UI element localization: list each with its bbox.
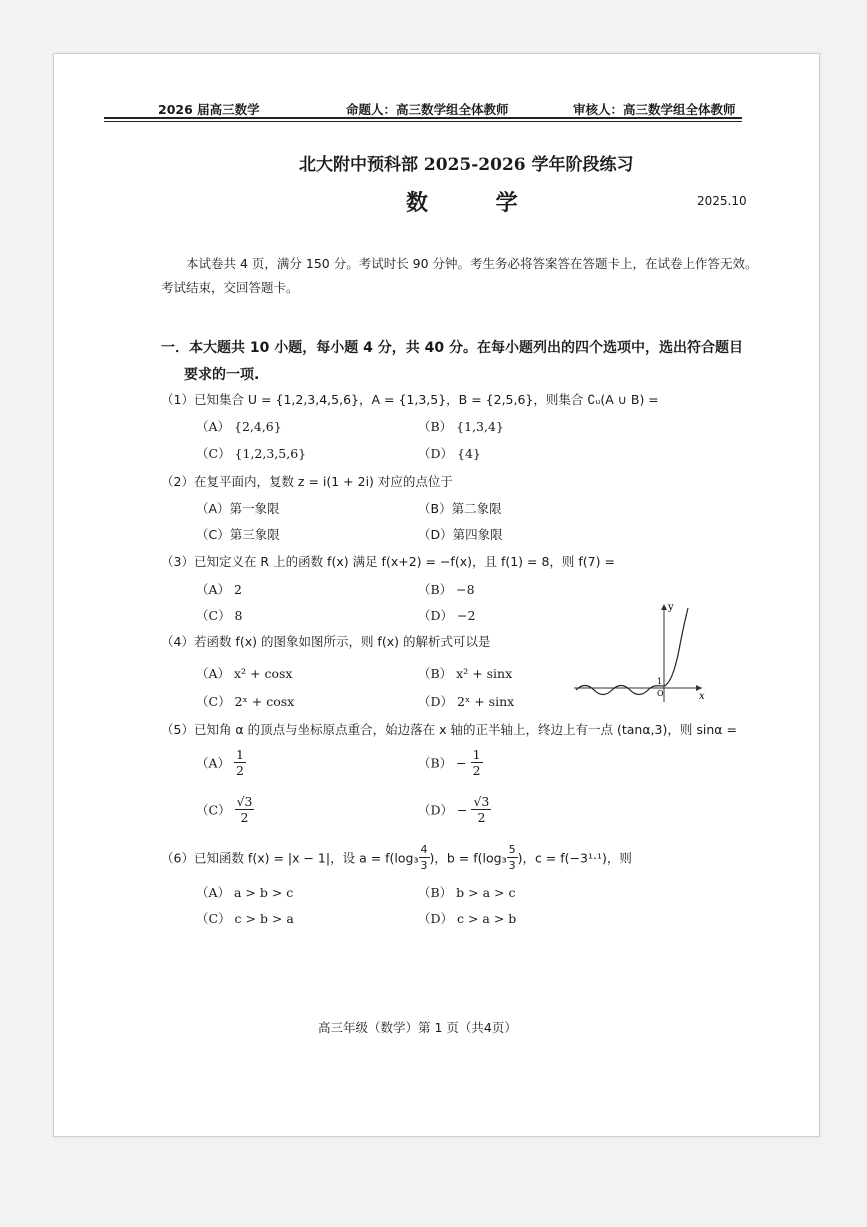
question-3-option-b: （B） −8 xyxy=(418,582,475,597)
fraction-denominator: 2 xyxy=(477,810,486,825)
q6-fraction-2 xyxy=(507,842,518,873)
exam-date: 2025.10 xyxy=(697,194,747,208)
fraction-denominator: 3 xyxy=(508,859,516,872)
option-b-label: （B） − xyxy=(418,755,467,771)
option-d-label: （D） − xyxy=(418,802,468,818)
question-4-option-c: （C） 2ˣ + cosx xyxy=(196,694,295,709)
instructions-line-1: 本试卷共 4 页，满分 150 分。考试时长 90 分钟。考生务必将答案答在答题卡上，在试卷上作答无效。 xyxy=(186,256,758,271)
question-3-option-c: （C） 8 xyxy=(196,608,243,623)
option-a-label: （A） xyxy=(196,755,231,771)
fraction-numerator: 4 xyxy=(420,843,428,856)
question-5-stem: （5）已知角 α 的顶点与坐标原点重合，始边落在 x 轴的正半轴上，终边上有一点 (tanα,3)，则 sinα = xyxy=(161,722,737,737)
header-divider xyxy=(104,117,742,119)
fraction-numerator: 1 xyxy=(472,747,481,762)
question-1-option-d: （D） {4} xyxy=(418,446,481,461)
question-5-option-b xyxy=(418,747,483,778)
graph-one-label: 1 xyxy=(657,677,663,686)
question-3-stem: （3）已知定义在 R 上的函数 f(x) 满足 f(x+2) = −f(x)，且 f(1) = 8，则 f(7) = xyxy=(161,554,615,569)
graph-origin-label: O xyxy=(657,689,664,698)
q6-stem-pre: （6）已知函数 f(x) = |x − 1|，设 a = f(log₃ xyxy=(161,850,419,866)
subject-title: 数 学 xyxy=(406,190,548,216)
graph-x-label: x xyxy=(699,691,705,702)
question-6-stem xyxy=(161,842,632,873)
option-b-fraction xyxy=(471,747,483,778)
q6-stem-post: )，c = f(−3¹·¹)，则 xyxy=(517,850,632,866)
question-5-option-d xyxy=(418,794,491,825)
fraction-denominator: 2 xyxy=(236,763,244,778)
question-4-option-d: （D） 2ˣ + sinx xyxy=(418,694,515,709)
fraction-numerator: 5 xyxy=(508,843,516,856)
fraction-numerator: √3 xyxy=(473,794,490,809)
graph-y-label: y xyxy=(668,602,674,613)
question-2-option-d: （D）第四象限 xyxy=(418,527,503,542)
question-4-stem: （4）若函数 f(x) 的图象如图所示，则 f(x) 的解析式可以是 xyxy=(161,634,491,649)
fraction-denominator: 2 xyxy=(472,763,481,778)
question-3-option-d: （D） −2 xyxy=(418,608,476,623)
question-6-option-a: （A） a > b > c xyxy=(196,885,294,900)
question-2-option-a: （A）第一象限 xyxy=(196,501,280,516)
question-4-graph xyxy=(572,600,706,704)
header-grade: 2026 届高三数学 xyxy=(158,102,260,117)
option-c-fraction xyxy=(235,794,255,825)
fraction-numerator: √3 xyxy=(236,794,253,809)
option-d-fraction xyxy=(471,794,491,825)
header-author: 命题人：高三数学组全体教师 xyxy=(346,102,509,117)
question-6-option-b: （B） b > a > c xyxy=(418,885,516,900)
question-2-option-c: （C）第三象限 xyxy=(196,527,280,542)
fraction-denominator: 3 xyxy=(420,859,428,872)
header-reviewer: 审核人：高三数学组全体教师 xyxy=(573,102,736,117)
option-a-fraction xyxy=(234,747,246,778)
function-curve xyxy=(576,608,688,695)
question-5-option-a xyxy=(196,747,246,778)
section-1-heading: 一．本大题共 10 小题，每小题 4 分，共 40 分。在每小题列出的四个选项中，选出符合题目 xyxy=(161,340,743,356)
question-1-option-a: （A） {2,4,6} xyxy=(196,419,282,434)
fraction-numerator: 1 xyxy=(236,747,244,762)
instructions-line-2: 考试结束，交回答题卡。 xyxy=(161,280,299,295)
question-1-stem: （1）已知集合 U = {1,2,3,4,5,6}，A = {1,3,5}，B = {2,5,6}，则集合 ∁ᵤ(A ∪ B) = xyxy=(161,392,659,407)
question-6-option-c: （C） c > b > a xyxy=(196,911,294,926)
header-divider-thin xyxy=(104,121,742,122)
question-1-option-b: （B） {1,3,4} xyxy=(418,419,504,434)
q6-fraction-1 xyxy=(419,842,430,873)
question-6-option-d: （D） c > a > b xyxy=(418,911,517,926)
question-3-option-a: （A） 2 xyxy=(196,582,242,597)
fraction-denominator: 2 xyxy=(240,810,249,825)
question-4-option-a: （A） x² + cosx xyxy=(196,666,293,681)
section-1-heading-cont: 要求的一项. xyxy=(184,367,260,383)
page-footer: 高三年级（数学）第 1 页（共4页） xyxy=(318,1020,517,1035)
question-2-option-b: （B）第二象限 xyxy=(418,501,502,516)
y-axis-arrow-icon xyxy=(661,604,667,610)
option-c-label: （C） xyxy=(196,802,231,818)
exam-title: 北大附中预科部 2025-2026 学年阶段练习 xyxy=(299,155,634,175)
question-5-option-c xyxy=(196,794,254,825)
q6-stem-mid: )，b = f(log₃ xyxy=(429,850,507,866)
question-4-option-b: （B） x² + sinx xyxy=(418,666,513,681)
question-1-option-c: （C） {1,2,3,5,6} xyxy=(196,446,307,461)
question-2-stem: （2）在复平面内，复数 z = i(1 + 2i) 对应的点位于 xyxy=(161,474,453,489)
